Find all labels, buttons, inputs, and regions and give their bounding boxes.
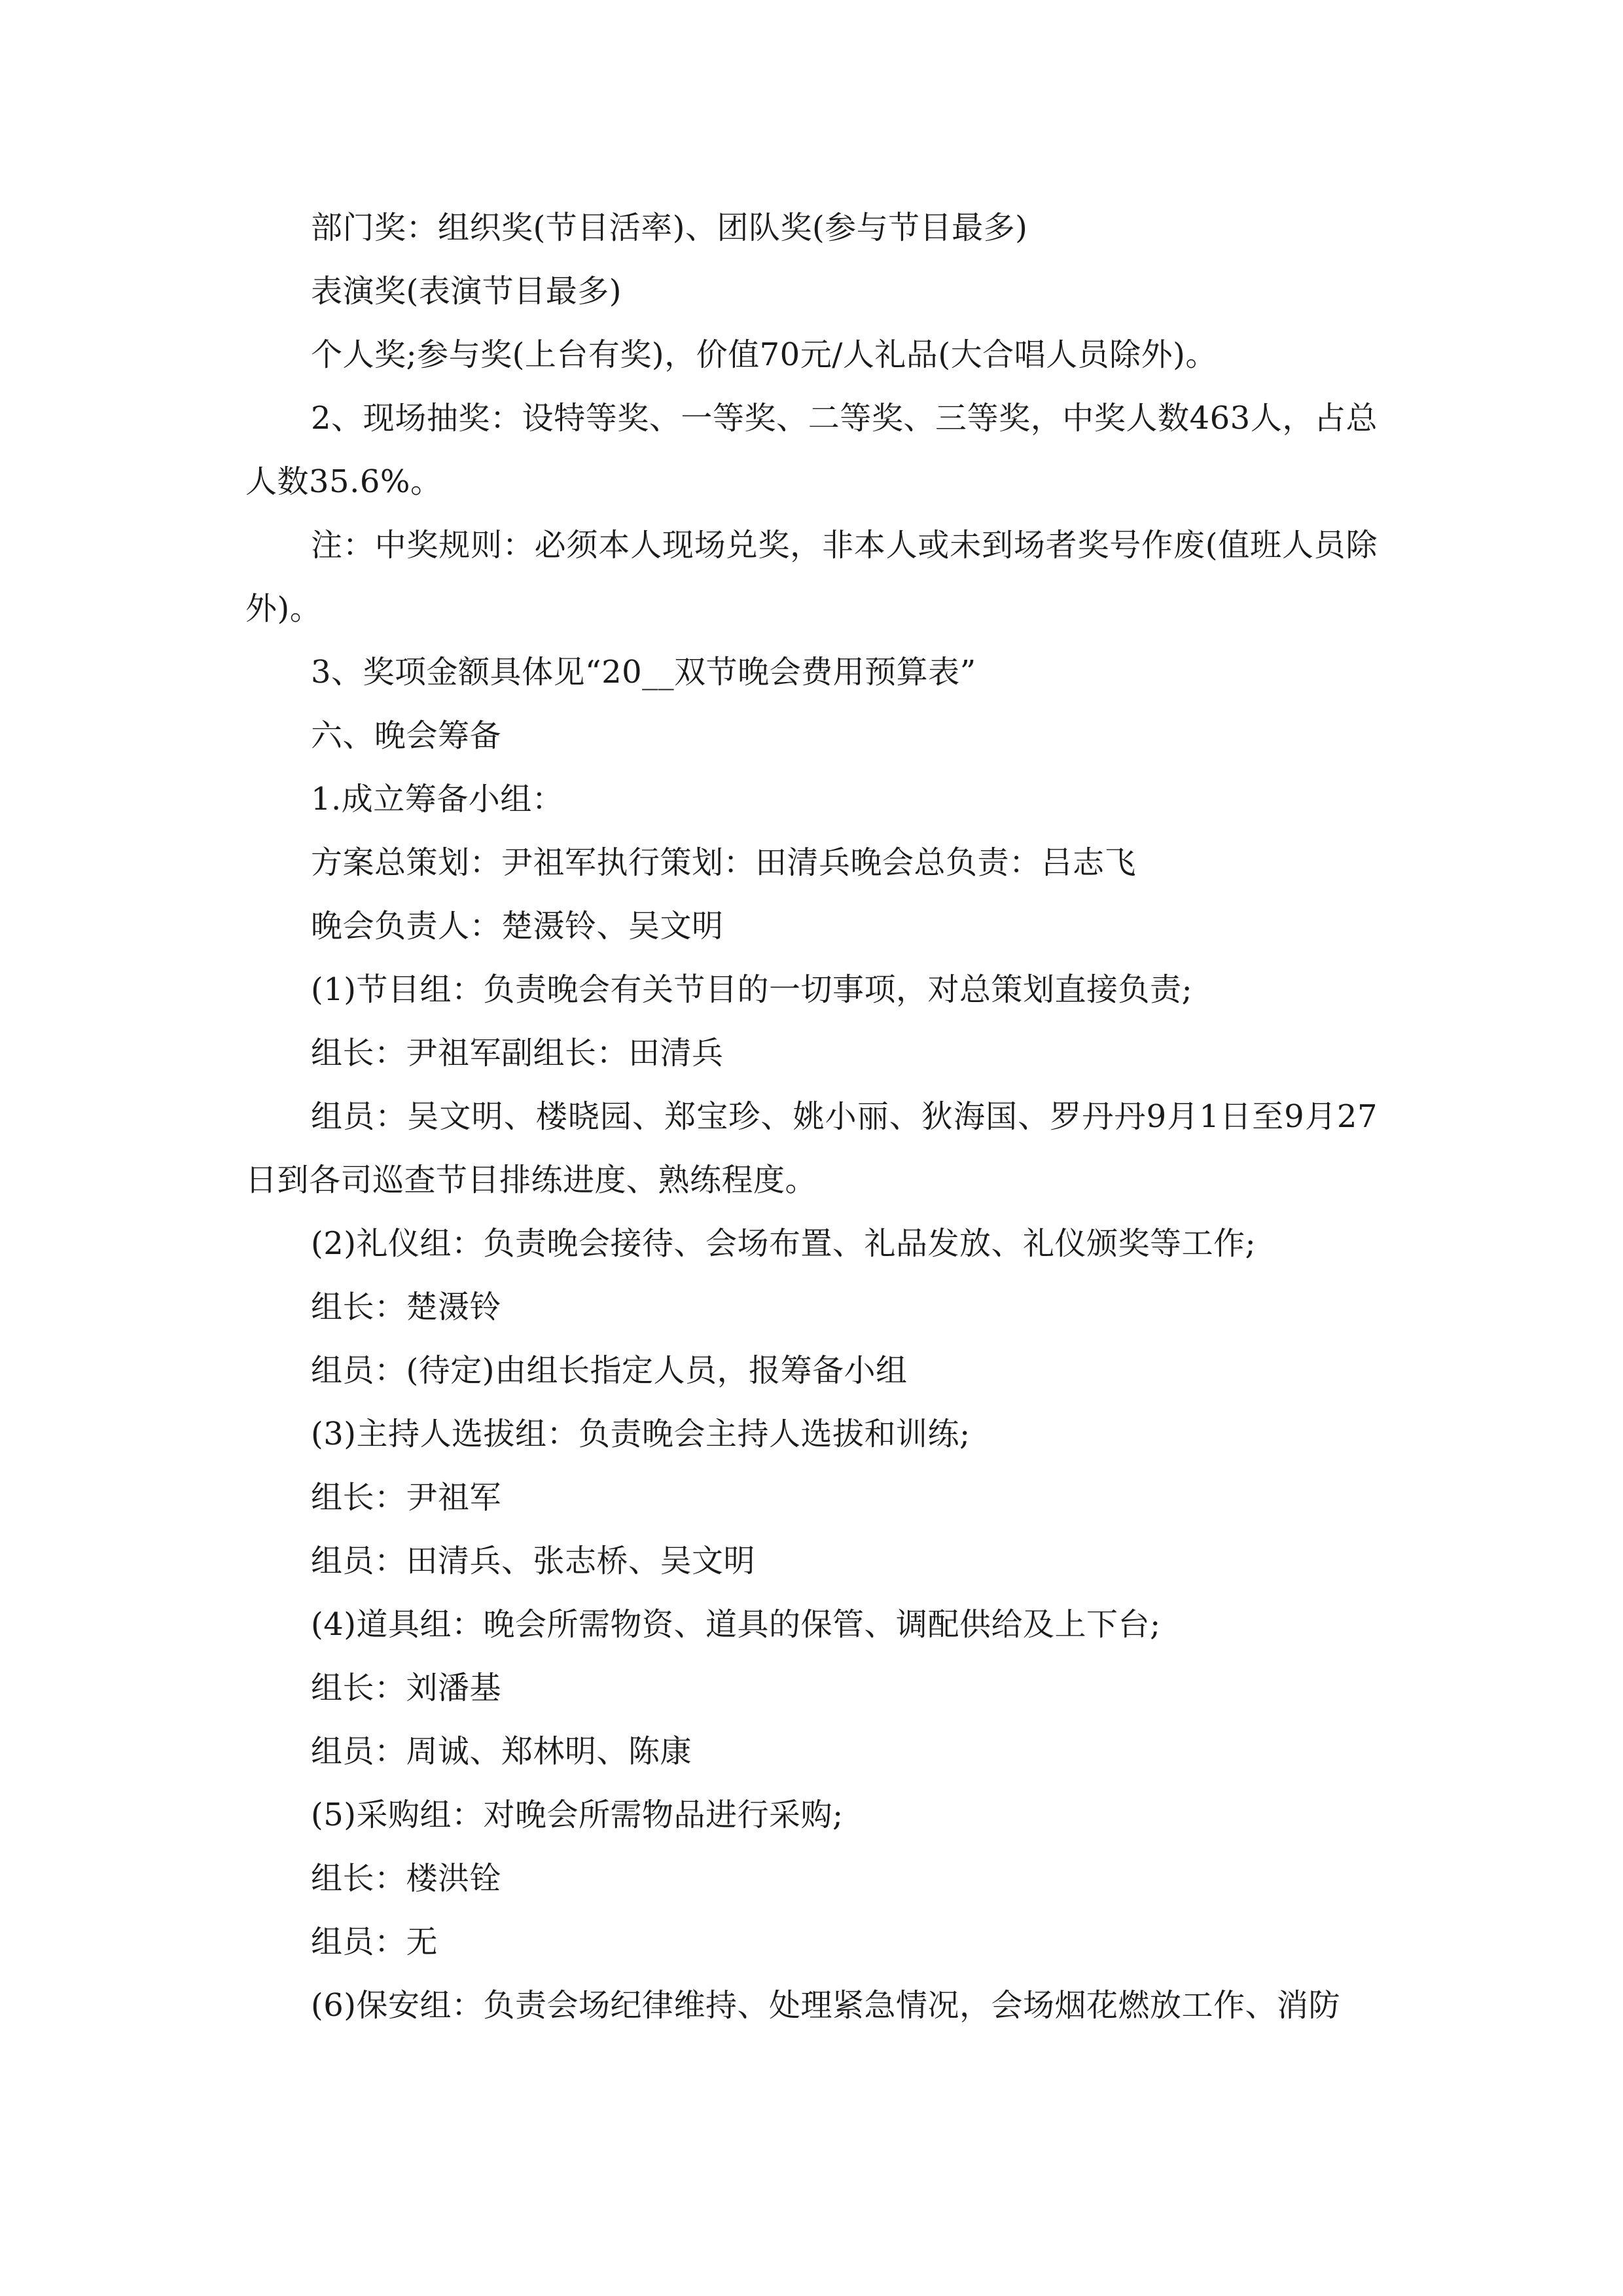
paragraph-program-group-leader: 组长：尹祖军副组长：田清兵 <box>311 1035 724 1071</box>
paragraph-individual-award: 个人奖;参与奖(上台有奖)，价值70元/人礼品(大合唱人员除外)。 <box>311 336 1217 373</box>
paragraph-gala-leads: 晚会负责人：楚滠铃、吴文明 <box>311 908 724 944</box>
paragraph-lottery: 2、现场抽奖：设特等奖、一等奖、二等奖、三等奖，中奖人数463人，占总人数35.6%。 <box>245 400 1378 500</box>
paragraph-security-group: (6)保安组：负责会场纪律维持、处理紧急情况，会场烟花燃放工作、消防 <box>311 1987 1340 2024</box>
paragraph-committee: 1.成立筹备小组： <box>311 781 564 817</box>
paragraph-department-award: 部门奖：组织奖(节目活率)、团队奖(参与节目最多) <box>311 209 1028 246</box>
paragraph-props-group-members: 组员：周诚、郑林明、陈康 <box>311 1733 692 1770</box>
paragraph-etiquette-group-members: 组员：(待定)由组长指定人员，报筹备小组 <box>311 1352 908 1389</box>
paragraph-purchasing-group-leader: 组长：楼洪铨 <box>311 1860 502 1897</box>
paragraph-etiquette-group: (2)礼仪组：负责晚会接待、会场布置、礼品发放、礼仪颁奖等工作; <box>311 1225 1257 1262</box>
section-heading-preparation: 六、晚会筹备 <box>311 717 502 754</box>
paragraph-program-group-members: 组员：吴文明、楼晓园、郑宝珍、姚小丽、狄海国、罗丹丹9月1日至9月27日到各司巡查节目排练进度、熟练程度。 <box>245 1098 1378 1198</box>
paragraph-etiquette-group-leader: 组长：楚滠铃 <box>311 1289 502 1325</box>
paragraph-lottery-rule-note: 注：中奖规则：必须本人现场兑奖，非本人或未到场者奖号作废(值班人员除外)。 <box>245 527 1378 627</box>
paragraph-performance-award: 表演奖(表演节目最多) <box>311 273 622 310</box>
paragraph-props-group: (4)道具组：晚会所需物资、道具的保管、调配供给及上下台; <box>311 1606 1161 1643</box>
document-body <box>245 196 1378 2037</box>
paragraph-host-selection-group: (3)主持人选拔组：负责晚会主持人选拔和训练; <box>311 1416 971 1452</box>
paragraph-award-amount: 3、奖项金额具体见“20__双节晚会费用预算表” <box>311 654 976 691</box>
paragraph-program-group: (1)节目组：负责晚会有关节目的一切事项，对总策划直接负责; <box>311 971 1193 1008</box>
paragraph-planners: 方案总策划：尹祖军执行策划：田清兵晚会总负责：吕志飞 <box>311 844 1137 881</box>
paragraph-host-selection-leader: 组长：尹祖军 <box>311 1479 502 1516</box>
paragraph-host-selection-members: 组员：田清兵、张志桥、吴文明 <box>311 1543 756 1579</box>
paragraph-purchasing-group: (5)采购组：对晚会所需物品进行采购; <box>311 1797 844 1833</box>
paragraph-props-group-leader: 组长：刘潘基 <box>311 1670 502 1706</box>
paragraph-purchasing-group-members: 组员：无 <box>311 1924 438 1960</box>
